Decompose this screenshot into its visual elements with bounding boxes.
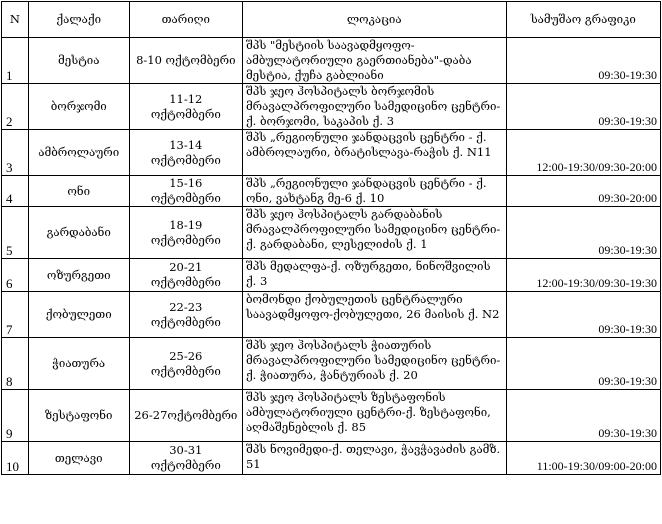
- row-date: 22-23 ოქტომბერი: [129, 292, 242, 338]
- row-city: ზესტაფონი: [28, 390, 129, 442]
- header-row: [2, 2, 661, 38]
- table-row: [2, 292, 661, 338]
- row-hours: 12:00-19:30/09:30-19:30: [506, 259, 660, 292]
- row-date: 18-19 ოქტომბერი: [129, 207, 242, 259]
- row-city: ოზურგეთი: [28, 259, 129, 292]
- row-city: მესტია: [28, 38, 129, 84]
- table-row: [2, 130, 661, 176]
- row-hours: 09:30-20:00: [506, 176, 660, 207]
- row-location: შპს „რეგიონული ჯანდაცვის ცენტრი - ქ. ამბროლაური, ბრატისლავა-რაჭის ქ. N11: [242, 130, 506, 176]
- row-number: 5: [2, 207, 29, 259]
- schedule-table: [1, 1, 661, 475]
- row-date: 8-10 ოქტომბერი: [129, 38, 242, 84]
- table-row: [2, 207, 661, 259]
- table-row: [2, 338, 661, 390]
- row-number: 9: [2, 390, 29, 442]
- row-number: 1: [2, 38, 29, 84]
- row-number: 10: [2, 442, 29, 475]
- row-date: 26-27ოქტომბერი: [129, 390, 242, 442]
- row-number: 6: [2, 259, 29, 292]
- row-city: თელავი: [28, 442, 129, 475]
- table-row: [2, 259, 661, 292]
- row-location: შპს ჯეო ჰოსპიტალს გარდაბანის მრავალპროფილური სამედიცინო ცენტრი-ქ. გარდაბანი, ლესელიძის ქ. 1: [242, 207, 506, 259]
- table-row: [2, 176, 661, 207]
- header-hours: სამუშაო გრაფიკი: [506, 2, 660, 38]
- header-date: თარიღი: [129, 2, 242, 38]
- row-city: გარდაბანი: [28, 207, 129, 259]
- row-date: 20-21 ოქტომბერი: [129, 259, 242, 292]
- row-number: 2: [2, 84, 29, 130]
- table-row: [2, 38, 661, 84]
- header-location: ლოკაცია: [242, 2, 506, 38]
- table-row: [2, 390, 661, 442]
- row-city: ონი: [28, 176, 129, 207]
- row-number: 4: [2, 176, 29, 207]
- row-location: შპს "მესტიის საავადმყოფო-ამბულატორიული გაერთიანება"-დაბა მესტია, ქუჩა გაბლიანი: [242, 38, 506, 84]
- row-location: შპს ჯეო ჰოსპიტალს ჭიათურის მრავალპროფილური სამედიცინო ცენტრი-ქ. ჭიათურა, ჭანტურიას ქ. 20: [242, 338, 506, 390]
- header-num: N: [2, 2, 29, 38]
- row-location: შპს ჯეო ჰოსპიტალს ბორჯომის მრავალპროფილური სამედიცინო ცენტრი-ქ. ბორჯომი, საკაპის ქ. 3: [242, 84, 506, 130]
- row-number: 8: [2, 338, 29, 390]
- row-city: ბორჯომი: [28, 84, 129, 130]
- row-date: 15-16 ოქტომბერი: [129, 176, 242, 207]
- row-hours: 12:00-19:30/09:30-20:00: [506, 130, 660, 176]
- row-number: 7: [2, 292, 29, 338]
- row-date: 30-31 ოქტომბერი: [129, 442, 242, 475]
- row-date: 11-12 ოქტომბერი: [129, 84, 242, 130]
- row-number: 3: [2, 130, 29, 176]
- row-date: 13-14 ოქტომბერი: [129, 130, 242, 176]
- row-hours: 09:30-19:30: [506, 390, 660, 442]
- row-hours: 09:30-19:30: [506, 207, 660, 259]
- row-location: შპს „რეგიონული ჯანდაცვის ცენტრი - ქ. ონი, ვახტანგ მე-6 ქ. 10: [242, 176, 506, 207]
- row-hours: 09:30-19:30: [506, 38, 660, 84]
- row-location: შპს მედალფა-ქ. ოზურგეთი, ნინოშვილის ქ. 3: [242, 259, 506, 292]
- row-hours: 11:00-19:30/09:00-20:00: [506, 442, 660, 475]
- row-location: ბომონდი ქობულეთის ცენტრალური საავადმყოფო-ქობულეთი, 26 მაისის ქ. N2: [242, 292, 506, 338]
- row-location: შპს ჯეო ჰოსპიტალს ზესტაფონის ამბულატორიული ცენტრი-ქ. ზესტაფონი, აღმაშენებლის ქ. 85: [242, 390, 506, 442]
- header-city: ქალაქი: [28, 2, 129, 38]
- row-hours: 09:30-19:30: [506, 292, 660, 338]
- row-city: ქობულეთი: [28, 292, 129, 338]
- row-date: 25-26 ოქტომბერი: [129, 338, 242, 390]
- row-city: ამბროლაური: [28, 130, 129, 176]
- table-row: [2, 84, 661, 130]
- row-hours: 09:30-19:30: [506, 84, 660, 130]
- table-row: [2, 442, 661, 475]
- row-location: შპს ნოვიმედი-ქ. თელავი, ჭავჭავაძის გამზ. 51: [242, 442, 506, 475]
- row-hours: 09:30-19:30: [506, 338, 660, 390]
- row-city: ჭიათურა: [28, 338, 129, 390]
